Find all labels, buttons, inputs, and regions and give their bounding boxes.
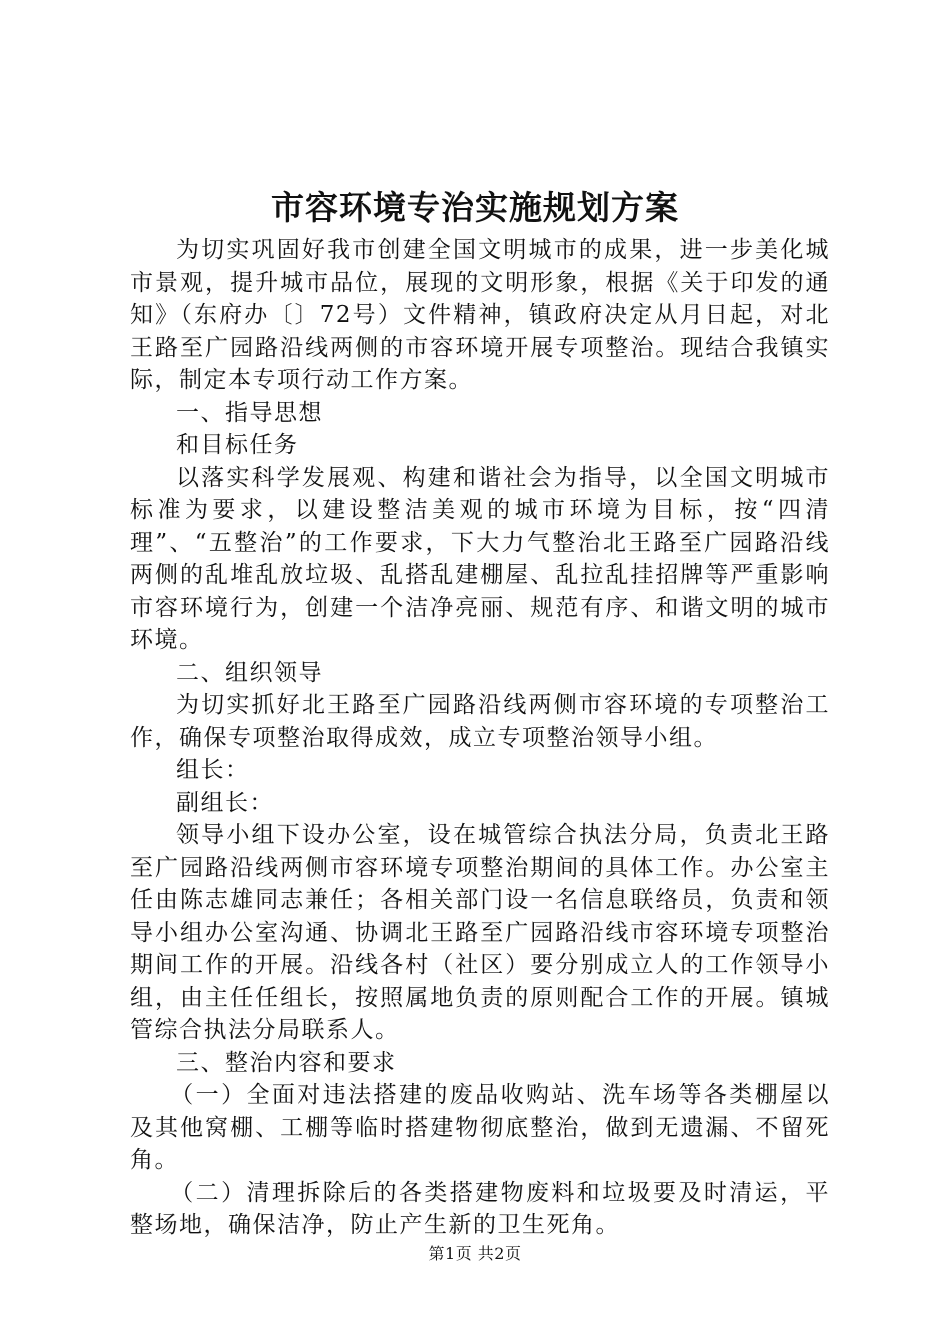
- heading-organization: 二、组织领导: [176, 659, 323, 686]
- group-leader-line: 组长：: [176, 757, 250, 783]
- heading-content-requirements: 三、整治内容和要求: [176, 1049, 397, 1076]
- item-one: （一）全面对违法搭建的废品收购站、洗车场等各类棚屋以及其他窝棚、工棚等临时搭建物彻底整治，做到无遗漏、不留死角。: [130, 1082, 830, 1173]
- paragraph-organization: 为切实抓好北王路至广园路沿线两侧市容环境的专项整治工作，确保专项整治取得成效，成立专项整治领导小组。: [130, 692, 830, 751]
- document-body: [130, 234, 830, 1242]
- paragraph-office: 领导小组下设办公室，设在城管综合执法分局，负责北王路至广园路沿线两侧市容环境专项整治期间的具体工作。办公室主任由陈志雄同志兼任；各相关部门设一名信息联络员，负责和领导小组办公室沟通、协调北王路至广园路沿线市容环境专项整治期间工作的开展。沿线各村（社区）要分别成立人的工作领导小组，由主任任组长，按照属地负责的原则配合工作的开展。镇城管综合执法分局联系人。: [130, 822, 830, 1043]
- document-title: 市容环境专治实施规划方案: [271, 188, 679, 227]
- heading-guiding-ideology: 一、指导思想: [176, 399, 323, 426]
- page-footer: 第1页 共2页: [428, 1244, 522, 1263]
- paragraph-intro: 为切实巩固好我市创建全国文明城市的成果，进一步美化城市景观，提升城市品位，展现的文明形象，根据《关于印发的通知》（东府办〔〕72号）文件精神，镇政府决定从月日起，对北王路至广园路沿线两侧的市容环境开展专项整治。现结合我镇实际，制定本专项行动工作方案。: [130, 237, 830, 393]
- item-two: （二）清理拆除后的各类搭建物废料和垃圾要及时清运，平整场地，确保洁净，防止产生新的卫生死角。: [130, 1179, 830, 1238]
- heading-goals-tasks: 和目标任务: [176, 432, 299, 458]
- paragraph-guiding-ideology: 以落实科学发展观、构建和谐社会为指导，以全国文明城市标准为要求，以建设整洁美观的城市环境为目标，按“四清理”、“五整治”的工作要求，下大力气整治北王路至广园路沿线两侧的乱堆乱放垃圾、乱搭乱建棚屋、乱拉乱挂招牌等严重影响市容环境行为，创建一个洁净亮丽、规范有序、和谐文明的城市环境。: [130, 464, 830, 653]
- deputy-leader-line: 副组长：: [176, 789, 274, 816]
